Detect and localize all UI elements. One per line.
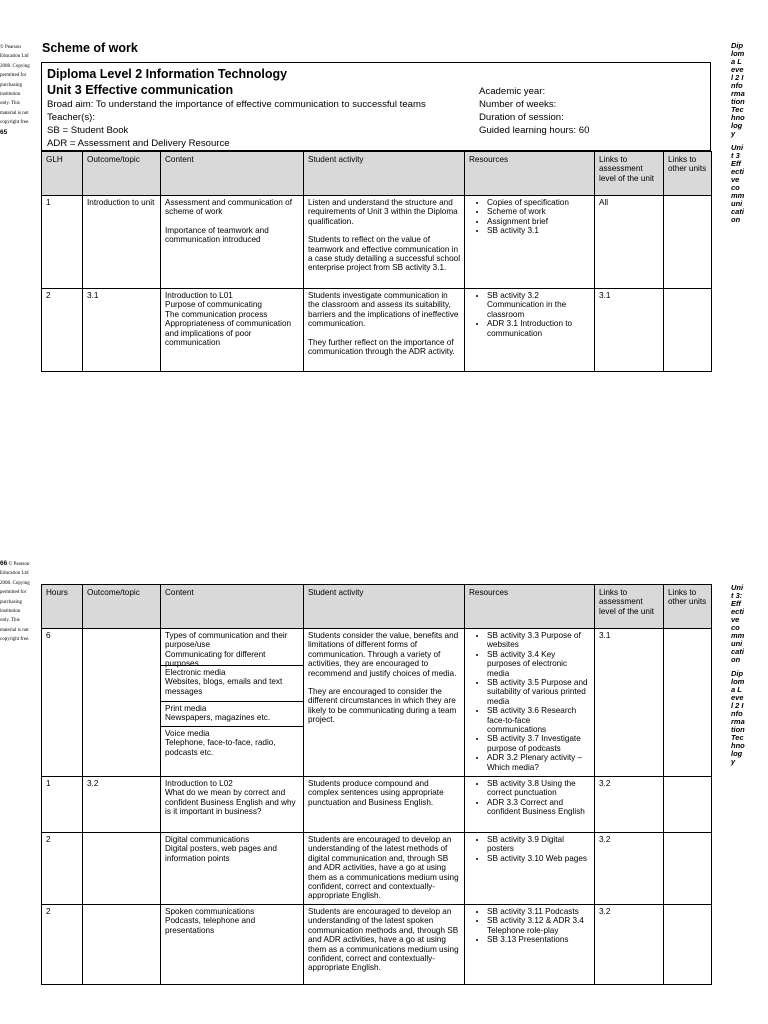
outcome-cell: [83, 905, 161, 985]
activity-cell: Students produce compound and complex sentences using appropriate punctuation and Business English.: [304, 777, 465, 833]
col-header: Resources: [465, 585, 595, 629]
links-cell: All: [595, 196, 664, 289]
outcome-cell: Introduction to unit: [83, 196, 161, 289]
copyright-notice-bottom: 66 © Pearson Education Ltd 2008. Copying permitted for purchasing institution only. This material is not copyright free.: [0, 560, 30, 643]
links-cell: 3.2: [595, 833, 664, 905]
table-row: [42, 777, 712, 833]
scheme-of-work-title: Scheme of work: [42, 41, 138, 55]
other-units-cell: [664, 777, 712, 833]
outcome-cell: 3.2: [83, 777, 161, 833]
side-running-title-bottom: Unit 3: Effective communication Diploma Level 2 Information Technology: [731, 583, 745, 766]
content-cell: Digital communications Digital posters, web pages and information points: [161, 833, 304, 905]
activity-cell: Students are encouraged to develop an understanding of the latest methods of digital communication and, through SB and ADR activities, have a go at using them as a communications medium using confident, correct and contextually-appropriate English.: [304, 833, 465, 905]
table-row: [42, 289, 712, 372]
links-cell: 3.1: [595, 629, 664, 777]
content-cell: Introduction to L01 Purpose of communicating The communication process Appropriateness of communication and implications of poor communication: [161, 289, 304, 372]
col-header: GLH: [42, 152, 83, 196]
weeks-label: Number of weeks:: [479, 99, 557, 110]
col-header: Links to other units: [664, 585, 712, 629]
resources-cell: • SB activity 3.8 Using the correct punctuation • ADR 3.3 Correct and confident Business English: [465, 777, 595, 833]
outcome-cell: [83, 833, 161, 905]
activity-cell: Listen and understand the structure and requirements of Unit 3 within the Diploma qualification. Students to reflect on the value of teamwork and effective communication in a case study detailing a successful school enterprise project from SB activity 3.1.: [304, 196, 465, 289]
links-cell: 3.2: [595, 905, 664, 985]
scheme-table-1: [41, 151, 712, 372]
duration-label: Duration of session:: [479, 112, 564, 123]
hours-cell: 2: [42, 905, 83, 985]
resources-cell: • SB activity 3.3 Purpose of websites • SB activity 3.4 Key purposes of electronic media • SB activity 3.5 Purpose and suitability of various printed media • SB activity 3.6 Research face-to-face communications • SB activity 3.7 Investigate purpose of podcasts • ADR 3.2 Plenary activity – Which media?: [465, 629, 595, 777]
broad-aim: Broad aim: To understand the importance of effective communication to successful teams: [47, 99, 426, 110]
academic-year-label: Academic year:: [479, 86, 546, 97]
unit-title: Unit 3 Effective communication: [47, 83, 234, 97]
links-cell: 3.1: [595, 289, 664, 372]
other-units-cell: [664, 196, 712, 289]
table-row: [42, 905, 712, 985]
hours-cell: 6: [42, 629, 83, 777]
resources-cell: • SB activity 3.11 Podcasts • SB activity 3.12 & ADR 3.4 Telephone role-play • SB 3.13 Presentations: [465, 905, 595, 985]
content-cell: Types of communication and their purpose/use Communicating for different purposes Electronic media Websites, blogs, emails and text messages Print media Newspapers, magazines etc. Voice media Telephone, face-to-face, radio, podcasts etc.: [161, 629, 304, 777]
course-title: Diploma Level 2 Information Technology: [47, 67, 288, 81]
other-units-cell: [664, 629, 712, 777]
page-number-bottom: 66: [0, 560, 8, 567]
teachers-label: Teacher(s):: [47, 112, 95, 123]
col-header: Outcome/topic: [83, 585, 161, 629]
copyright-notice-top: © Pearson Education Ltd 2008. Copying permitted for purchasing institution only. This material is not copyright free. 65: [0, 45, 30, 136]
scheme-table-2: [41, 584, 712, 985]
outcome-cell: [83, 629, 161, 777]
glh-cell: 2: [42, 289, 83, 372]
activity-cell: Students consider the value, benefits and limitations of different forms of communication. Through a variety of activities, they are encouraged to recommend and justify choices of media. They are encouraged to consider the different circumstances in which they are likely to be communicating during a team project.: [304, 629, 465, 777]
hours-cell: 1: [42, 777, 83, 833]
side-running-title-top: Diploma Level 2 Information Technology Unit 3 Effective communication: [731, 41, 745, 224]
sb-abbrev: SB = Student Book: [47, 125, 129, 136]
content-cell: Introduction to L02 What do we mean by correct and confident Business English and why is it important in business?: [161, 777, 304, 833]
glh-cell: 1: [42, 196, 83, 289]
col-header: Outcome/topic: [83, 152, 161, 196]
adr-abbrev: ADR = Assessment and Delivery Resource: [47, 138, 230, 149]
col-header: Links to other units: [664, 152, 712, 196]
hours-cell: 2: [42, 833, 83, 905]
glh-label: Guided learning hours: 60: [479, 125, 590, 136]
other-units-cell: [664, 833, 712, 905]
activity-cell: Students are encouraged to develop an understanding of the latest spoken communication methods and, through SB and ADR activities, have a go at using them as a communications medium using confident, correct and contextually-appropriate English.: [304, 905, 465, 985]
col-header: Student activity: [304, 152, 465, 196]
course-header-box: [41, 62, 711, 151]
other-units-cell: [664, 289, 712, 372]
table-row: [42, 196, 712, 289]
col-header: Hours: [42, 585, 83, 629]
table-header-row: [42, 585, 712, 629]
col-header: Content: [161, 585, 304, 629]
resources-cell: • SB activity 3.2 Communication in the classroom • ADR 3.1 Introduction to communication: [465, 289, 595, 372]
resources-cell: • SB activity 3.9 Digital posters • SB activity 3.10 Web pages: [465, 833, 595, 905]
table-row: [42, 629, 712, 777]
page-number-top: 65: [0, 128, 8, 136]
resources-cell: • Copies of specification • Scheme of work • Assignment brief • SB activity 3.1: [465, 196, 595, 289]
col-header: Resources: [465, 152, 595, 196]
col-header: Content: [161, 152, 304, 196]
content-cell: Spoken communications Podcasts, telephone and presentations: [161, 905, 304, 985]
outcome-cell: 3.1: [83, 289, 161, 372]
col-header: Student activity: [304, 585, 465, 629]
table-row: [42, 833, 712, 905]
col-header: Links to assessment level of the unit: [595, 152, 664, 196]
content-cell: Assessment and communication of scheme of work Importance of teamwork and communication introduced: [161, 196, 304, 289]
links-cell: 3.2: [595, 777, 664, 833]
activity-cell: Students investigate communication in the classroom and assess its suitability, barriers and the implications of ineffective communication. They further reflect on the importance of communication through the ADR activity.: [304, 289, 465, 372]
table-header-row: [42, 152, 712, 196]
other-units-cell: [664, 905, 712, 985]
col-header: Links to assessment level of the unit: [595, 585, 664, 629]
